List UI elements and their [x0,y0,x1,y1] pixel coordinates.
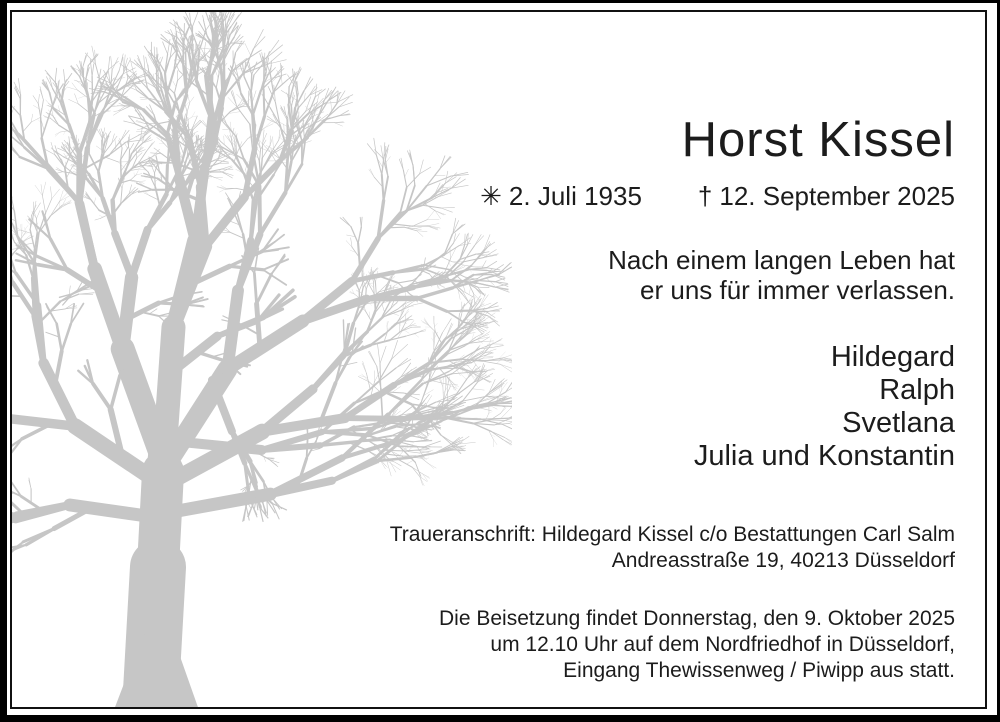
mourners-list [694,341,955,473]
death-date [698,181,955,212]
funeral-info-line: um 12.10 Uhr auf dem Nordfriedhof in Düsseldorf, [490,633,955,656]
mourner-name: Julia und Konstantin [693,440,955,472]
farewell-message [608,245,955,305]
death-date-text: 12. September 2025 [719,181,955,211]
mourner-name: Svetlana [842,407,955,439]
obituary-card [7,3,997,715]
funeral-info-line: Eingang Thewissenweg / Piwipp aus statt. [563,659,955,682]
funeral-info [439,606,955,684]
mourning-address [390,522,955,574]
farewell-line: er uns für immer verlassen. [640,275,955,305]
birth-symbol: ✳ [480,181,502,211]
birth-date-text: 2. Juli 1935 [508,181,642,211]
card-border [10,10,987,709]
death-symbol: † [697,181,713,211]
mourner-name: Hildegard [830,341,955,373]
mourning-address-line: Andreasstraße 19, 40213 Düsseldorf [611,549,955,572]
life-dates [480,181,955,212]
funeral-info-line: Die Beisetzung findet Donnerstag, den 9. Oktober 2025 [439,607,955,630]
mourning-address-line: Traueranschrift: Hildegard Kissel c/o Bestattungen Carl Salm [389,523,955,546]
birth-date [480,181,642,212]
farewell-line: Nach einem langen Leben hat [608,245,955,275]
notice-text-column [12,12,955,707]
mourner-name: Ralph [879,374,955,406]
deceased-name: Horst Kissel [681,113,955,167]
